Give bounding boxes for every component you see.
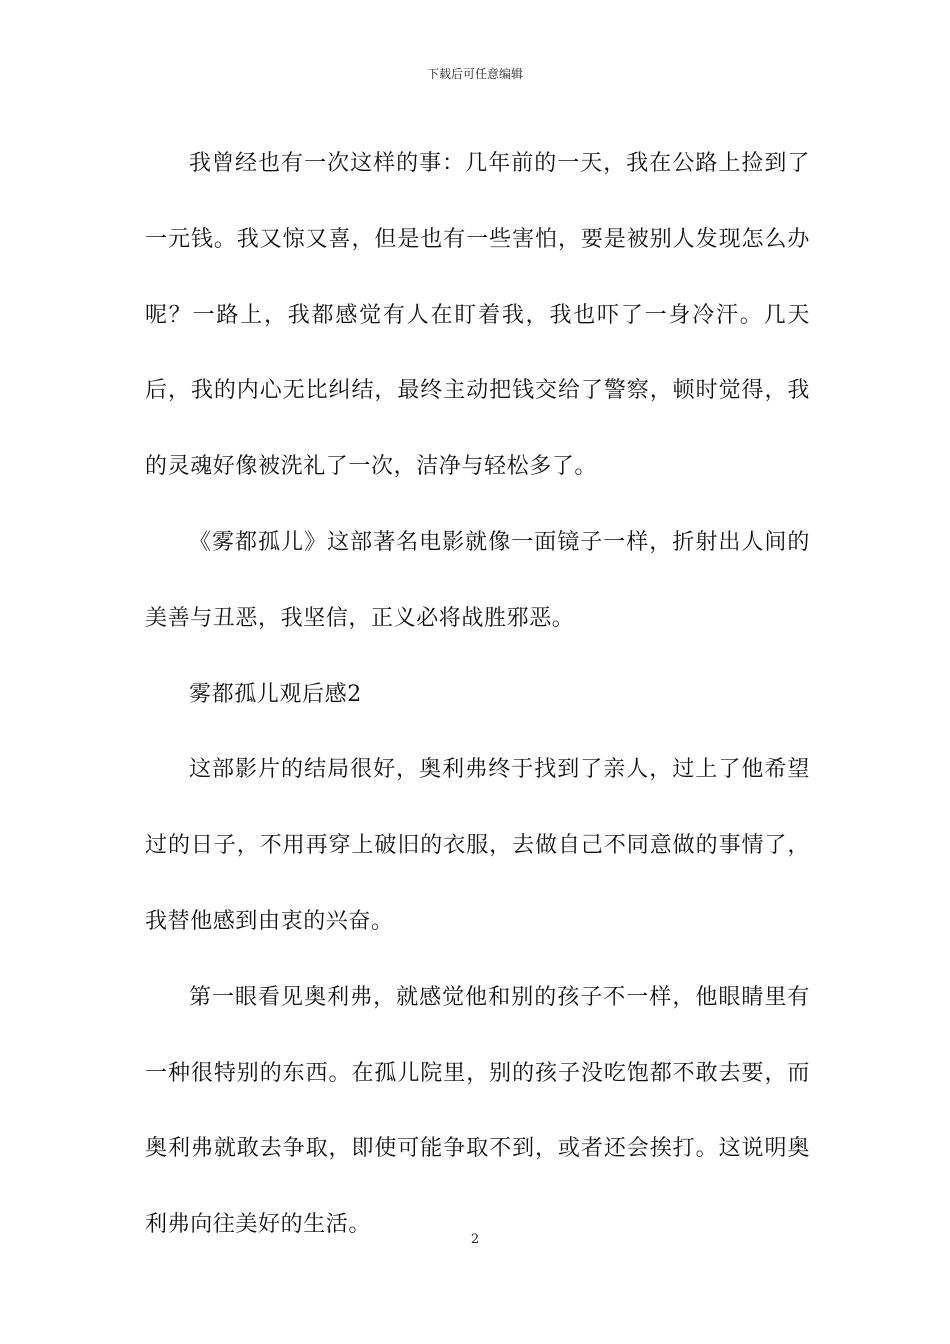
page-header: 下载后可任意编辑: [426, 67, 523, 81]
paragraph-first-impression: 第一眼看见奥利弗，就感觉他和别的孩子不一样，他眼睛里有一种很特别的东西。在孤儿院里，别的孩子没吃饱都不敢去要，而奥利弗就敢去争取，即使可能争取不到，或者还会挨打。这说明奥利弗向往美好的生活。: [145, 984, 810, 1238]
document-body: [145, 126, 810, 1263]
page-number: 2: [470, 1232, 480, 1247]
section-title: 雾都孤儿观后感2: [189, 681, 362, 707]
paragraph-memory: 我曾经也有一次这样的事：几年前的一天，我在公路上捡到了一元钱。我又惊又喜，但是也有一些害怕，要是被别人发现怎么办呢？一路上，我都感觉有人在盯着我，我也吓了一身冷汗。几天后，我的内心无比纠结，最终主动把钱交给了警察，顿时觉得，我的灵魂好像被洗礼了一次，洁净与轻松多了。: [145, 151, 810, 480]
paragraph-conclusion: 《雾都孤儿》这部著名电影就像一面镜子一样，折射出人间的美善与丑恶，我坚信，正义必将战胜邪恶。: [145, 529, 810, 631]
paragraph-ending: 这部影片的结局很好，奥利弗终于找到了亲人，过上了他希望过的日子，不用再穿上破旧的衣服，去做自己不同意做的事情了，我替他感到由衷的兴奋。: [145, 757, 810, 934]
